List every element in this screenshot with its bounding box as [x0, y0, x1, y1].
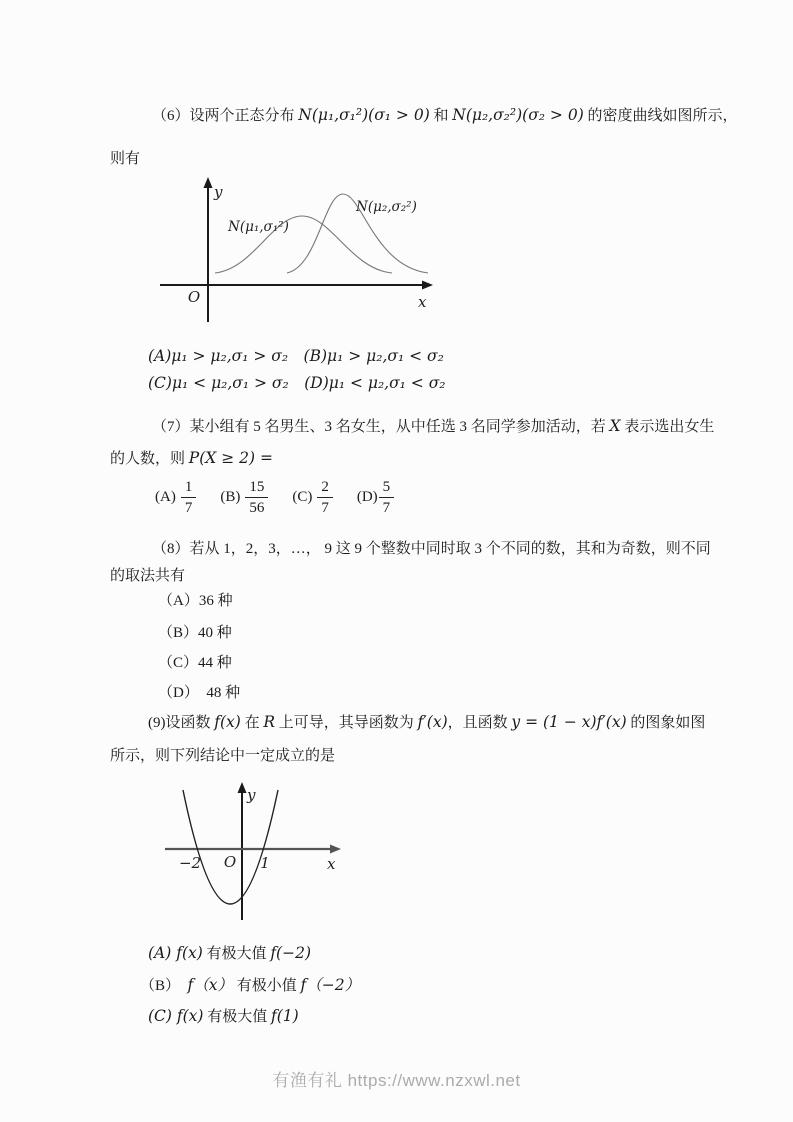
- option-label: (A): [155, 489, 176, 505]
- question-7-option-d: [357, 477, 394, 518]
- x-axis-arrow-icon: [330, 845, 341, 854]
- math-segment: (A) f(x): [148, 944, 203, 962]
- math-segment: N(μ₁,σ₁²)(σ₁ > 0): [298, 106, 430, 124]
- question-6-options-row-2: (C)μ₁ < μ₂,σ₁ > σ₂ (D)μ₁ < μ₂,σ₁ < σ₂: [148, 374, 446, 392]
- math-segment: (C) f(x): [148, 1007, 204, 1025]
- text-segment: (9)设函数: [148, 715, 215, 731]
- text-segment: 的密度曲线如图所示，: [583, 108, 738, 124]
- math-segment: f（x）: [187, 976, 233, 994]
- question-9-line-2-text: 所示，则下列结论中一定成立的是: [110, 748, 336, 764]
- option-text: （D） 48 种: [158, 685, 241, 701]
- question-6-line-2: [110, 147, 140, 171]
- question-9-option-a: [148, 941, 311, 966]
- x-axis-arrow-icon: [422, 281, 433, 290]
- text-segment: 和: [429, 108, 453, 124]
- question-7-option-b: [220, 477, 268, 518]
- question-9-option-c: [148, 1004, 299, 1029]
- text-segment: 上可导，其导函数为: [275, 715, 418, 731]
- fraction-numerator: 5: [379, 477, 395, 498]
- question-8-line-2: [110, 564, 185, 588]
- text-segment: （6）设两个正态分布: [152, 108, 299, 124]
- question-6-options-row-1: (A)μ₁ > μ₂,σ₁ > σ₂ (B)μ₁ > μ₂,σ₁ < σ₂: [148, 347, 444, 365]
- fraction-numerator: 1: [181, 477, 197, 498]
- watermark-footer: 有渔有礼 https://www.nzxwl.net: [272, 1071, 521, 1090]
- math-segment: N(μ₂,σ₂²)(σ₂ > 0): [452, 106, 584, 124]
- left-intercept-label: −2: [178, 854, 202, 872]
- question-9-line-1: [148, 710, 705, 735]
- fraction-denominator: 7: [321, 500, 329, 516]
- question-8-line-1: [152, 537, 711, 561]
- math-segment: f(−2): [270, 944, 311, 962]
- question-6-line-2-text: 则有: [110, 151, 141, 167]
- text-segment: ，且函数: [447, 715, 512, 731]
- question-7-option-c: [292, 477, 333, 518]
- fraction: [317, 477, 333, 518]
- question-9-line-2: [110, 744, 335, 768]
- fraction: [245, 477, 268, 518]
- question-8-line-2-text: 的取法共有: [110, 568, 186, 584]
- question-7-option-a: [155, 477, 196, 518]
- text-segment: （7）某小组有 5 名男生、3 名女生，从中任选 3 名同学参加活动，若: [152, 419, 610, 435]
- fraction-numerator: 15: [245, 477, 268, 498]
- text-segment: 有极大值: [202, 946, 271, 962]
- fraction-denominator: 7: [184, 500, 193, 516]
- option-label: (C): [292, 489, 313, 505]
- text-segment: 表示选出女生: [620, 419, 715, 435]
- y-axis-label: y: [214, 183, 223, 201]
- math-segment: y = (1 − x)f′(x): [511, 713, 627, 731]
- parabola-curve: [183, 790, 278, 904]
- text-segment: 的人数，则: [110, 451, 189, 467]
- question-8-line-1-text: （8）若从 1，2，3，…， 9 这 9 个整数中同时取 3 个不同的数，其和为奇数，则不同: [152, 541, 711, 557]
- option-label: (D): [356, 489, 378, 505]
- fraction-denominator: 7: [382, 500, 391, 516]
- x-axis-label: x: [327, 855, 336, 873]
- question-8-option-c: [158, 651, 232, 675]
- fraction: [181, 477, 197, 518]
- math-segment: f（−2）: [300, 976, 361, 994]
- option-text: （C）44 种: [158, 655, 232, 671]
- parabola-figure: [138, 778, 373, 933]
- y-axis-label: y: [247, 786, 256, 804]
- math-segment: f(1): [270, 1007, 299, 1025]
- question-7-line-2: [110, 446, 273, 471]
- curve-1-label: N(μ₁,σ₁²): [228, 219, 289, 235]
- normal-distribution-figure: [150, 175, 485, 335]
- origin-label: O: [187, 288, 201, 306]
- math-segment: f′(x): [417, 713, 448, 731]
- fraction: [379, 477, 395, 518]
- y-axis-arrow-icon: [204, 177, 213, 188]
- text-segment: 有极大值: [203, 1009, 271, 1025]
- right-intercept-label: 1: [260, 854, 270, 872]
- text-segment: 在: [240, 715, 264, 731]
- question-8-option-a: [158, 589, 233, 613]
- fraction-denominator: 56: [249, 500, 265, 516]
- x-axis-label: x: [418, 293, 427, 311]
- question-8-option-b: [158, 621, 232, 645]
- text-segment: 有极小值: [233, 978, 301, 994]
- question-9-option-b: [140, 973, 360, 998]
- option-text: （A）36 种: [158, 593, 233, 609]
- fraction-numerator: 2: [317, 477, 333, 498]
- curve-2-label: N(μ₂,σ₂²): [356, 199, 417, 215]
- math-segment: R: [263, 713, 276, 731]
- origin-label: O: [223, 853, 237, 871]
- question-7-options: [155, 477, 394, 518]
- question-6-line-1: [152, 103, 738, 128]
- text-segment: （B）: [140, 978, 188, 994]
- math-segment: f(x): [214, 713, 241, 731]
- y-axis-arrow-icon: [238, 782, 247, 793]
- question-7-line-1: [152, 414, 714, 439]
- text-segment: 的图象如图: [626, 715, 706, 731]
- option-label: (B): [220, 489, 241, 505]
- math-segment: P(X ≥ 2) =: [188, 449, 273, 467]
- option-text: （B）40 种: [158, 625, 232, 641]
- math-segment: X: [609, 417, 621, 435]
- question-8-option-d: [158, 681, 240, 705]
